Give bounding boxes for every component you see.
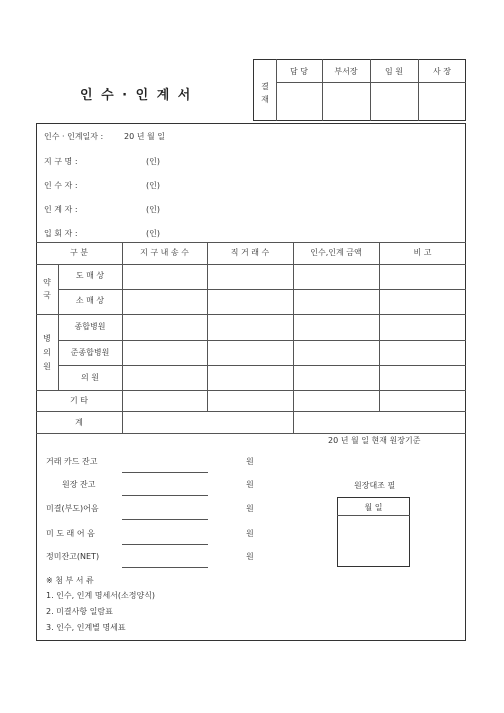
stamp-box-divider (337, 515, 410, 516)
net-balance-line (122, 567, 208, 568)
approval-col-dept-head: 부서장 (334, 67, 358, 76)
ledger-balance-unit: 원 (246, 480, 254, 489)
row-semi-general-hospital: 준종합병원 (70, 348, 110, 357)
district-label: 지 구 명 : (44, 157, 78, 166)
transfer-date-value: 20 년 월 일 (124, 132, 165, 141)
card-balance-unit: 원 (246, 457, 254, 466)
undue-note-unit: 원 (246, 529, 254, 538)
district-seal: (인) (146, 157, 160, 166)
attachment-item: 3. 인수, 인계별 명세표 (46, 623, 126, 632)
row-retailer: 소 매 상 (75, 296, 105, 305)
header-amount: 인수,인계 금액 (310, 248, 362, 257)
unsettled-note-line (122, 519, 208, 520)
attachment-item: 2. 미결사항 일람표 (46, 607, 113, 616)
header-direct-count: 직 거 래 수 (230, 248, 270, 257)
stamp-date-header: 월 일 (364, 503, 383, 512)
header-remarks: 비 고 (413, 248, 432, 257)
approval-col-executive: 임 원 (385, 67, 403, 76)
transfer-date-label: 인수 · 인계일자 : (44, 132, 104, 141)
table-line (36, 314, 466, 315)
row-total: 계 (75, 418, 83, 427)
table-line (36, 264, 466, 265)
header-category: 구 분 (70, 248, 88, 257)
net-balance-unit: 원 (246, 552, 254, 561)
witness-seal: (인) (146, 229, 160, 238)
net-balance-label: 정미잔고(NET) (46, 552, 100, 561)
group-hospital-label: 병의원 (43, 334, 51, 371)
table-line (58, 289, 466, 290)
table-line (58, 365, 466, 366)
table-line (36, 390, 466, 391)
receiver-label: 인 수 자 : (44, 181, 78, 190)
table-line (207, 242, 208, 411)
row-wholesaler: 도 매 상 (75, 271, 105, 280)
undue-note-line (122, 544, 208, 545)
row-clinic: 의 원 (81, 373, 99, 382)
row-etc: 기 타 (70, 396, 88, 405)
header-district-count: 지 구 내 송 수 (140, 248, 189, 257)
row-general-hospital: 종합병원 (74, 322, 106, 331)
witness-label: 입 회 자 : (44, 229, 78, 238)
approval-col-manager: 담 당 (290, 67, 308, 76)
table-line (36, 433, 466, 434)
ledger-balance-label: 원장 잔고 (62, 480, 96, 489)
table-line (58, 340, 466, 341)
handover-seal: (인) (146, 205, 160, 214)
table-line (36, 242, 466, 243)
unsettled-note-unit: 원 (246, 504, 254, 513)
undue-note-label: 미 도 래 어 음 (46, 529, 95, 538)
card-balance-line (122, 472, 208, 473)
approval-divider (276, 82, 466, 83)
unsettled-note-label: 미결(부도)어음 (46, 504, 99, 513)
attachments-title: ※ 첨 부 서 류 (46, 576, 94, 585)
ledger-balance-line (122, 495, 208, 496)
handover-label: 인 계 자 : (44, 205, 78, 214)
table-line (379, 242, 380, 411)
ledger-check-label: 원장대조 필 (354, 481, 396, 490)
balance-date-line: 20 년 월 일 현재 원장기준 (328, 436, 421, 445)
table-line (122, 242, 123, 433)
table-line (293, 242, 294, 433)
approval-label: 결재 (261, 82, 269, 104)
document-title: 인 수 · 인 계 서 (80, 88, 193, 103)
approval-col-president: 사 장 (433, 67, 451, 76)
card-balance-label: 거래 카드 잔고 (46, 457, 98, 466)
table-line (36, 411, 466, 412)
attachment-item: 1. 인수, 인계 명세서(소정양식) (46, 591, 156, 600)
receiver-seal: (인) (146, 181, 160, 190)
group-pharmacy-label: 약국 (43, 278, 51, 300)
